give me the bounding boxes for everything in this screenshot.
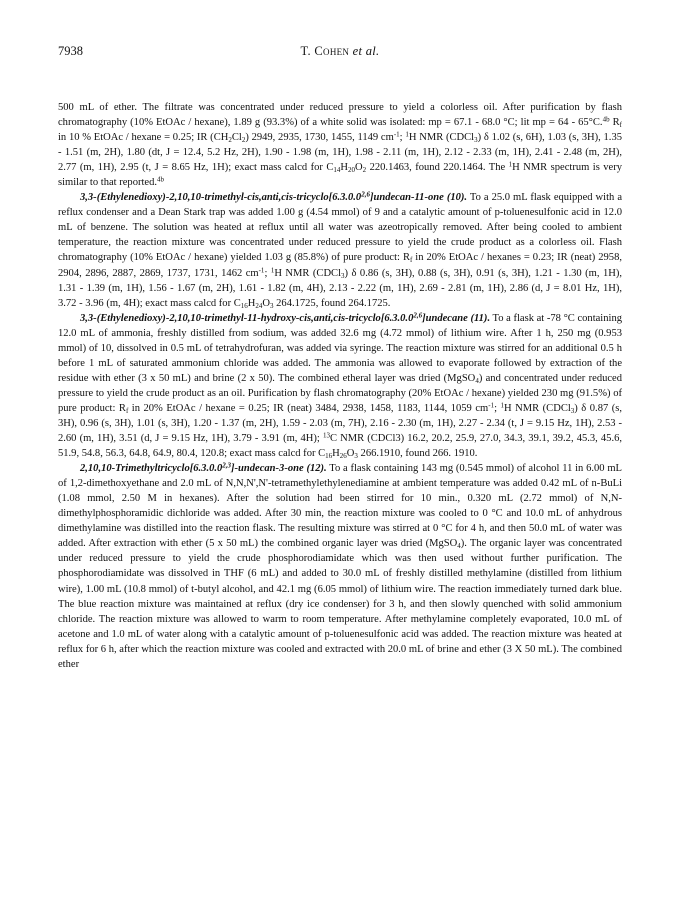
text-run: 264.1725, found 264.1725. (273, 297, 391, 309)
subscript: 4 (457, 542, 461, 551)
compound-name-part: 2,10,10-Trimethyltricyclo[6.3.0.0 (80, 463, 223, 475)
superscript: 2,6 (361, 190, 370, 199)
compound-name (80, 313, 490, 324)
subscript: 3 (474, 136, 478, 145)
page-header (58, 44, 622, 64)
text-run: H (247, 297, 256, 309)
subscript: 2 (362, 166, 367, 175)
running-head (58, 44, 622, 59)
subscript: 24 (255, 301, 263, 310)
subscript: 3 (570, 406, 575, 415)
text-run: H (340, 162, 349, 174)
subscript: 4 (475, 376, 479, 385)
compound-name-part: ]undecan-11-one (369, 192, 444, 204)
subscript: 3 (341, 271, 345, 280)
text-run: in 20% EtOAc / hexanes = 0.23; IR (neat) 2958, 2904, 2896, 2887, 2869, 1737, 1731, 1462 cm (58, 252, 622, 279)
subscript: 3 (270, 301, 274, 310)
text-run: C NMR (CDCl3) 16.2, 20.2, 25.9, 27.0, 34.3, 39.1, 39.2, 45.3, 45.6, 51.9, 54.8, 56.3, 64.8, 64.9, 80.4, 120.8; exact mass calcd for C (58, 433, 622, 460)
text-run: H (332, 448, 340, 460)
subscript: f (409, 256, 413, 265)
paragraph-continued (58, 100, 622, 190)
compound-number: (11). (470, 312, 491, 324)
text-run: ) δ 0.86 (s, 3H), 0.88 (s, 3H), 0.91 (s, 3H), 1.21 - 1.30 (m, 1H), 1.31 - 1.39 (m, 1H), 1.56 - 1.67 (m, 2H), 1.61 - 1.82 (m, 4H), 2.13 - 2.22 (m, 1H), 2.69 - 2.81 (m, 1H), 2.86 (d, J = 8.01 Hz, 1H), 3.72 - 3.96 (m, 4H); exact mass calcd for C (58, 267, 622, 309)
compound-name-part: 3,3-(Ethylenedioxy)-2,10,10-trimethyl-cis,anti,cis-tricyclo[6.3.0.0 (80, 192, 362, 204)
text-run: ; (494, 402, 501, 414)
subscript: 2 (241, 136, 246, 145)
reference-superscript: 4b (157, 175, 164, 184)
text-run: O (346, 448, 355, 460)
text-run: ) δ 0.87 (s, 3H), 0.96 (s, 3H), 1.01 (s, 3H), 1.20 - 1.37 (m, 2H), 1.59 - 2.03 (m, 7H), 2.16 - 2.30 (m, 1H), 2.27 - 2.34 (t, J = 9.15 Hz, 1H), 2.53 - 2.60 (m, 1H), 3.51 (d, J = 9.15 Hz, 1H), 3.79 - 3.91 (m, 4H); (58, 402, 622, 445)
text-run: 220.1463, found 220.1464. The (366, 162, 509, 174)
superscript: 1 (270, 266, 275, 275)
subscript: 16 (325, 452, 333, 461)
compound-name (80, 463, 327, 474)
superscript: 2,6 (413, 311, 423, 320)
superscript: -1 (393, 130, 400, 139)
subscript: 20 (348, 166, 356, 175)
text-run: H NMR spectrum is very similar to that reported. (58, 162, 622, 189)
text-run: ) δ 1.02 (s, 6H), 1.03 (s, 3H), 1.35 - 1.51 (m, 2H), 1.80 (dt, J = 12.4, 5.2 Hz, 2H), 1.90 - 1.98 (m, 1H), 1.98 - 2.11 (m, 1H), 2.12 - 2.33 (m, 1H), 2.41 - 2.48 (m, 2H), 2.77 (m, 1H), 2.95 (t, J = 8.65 Hz, 1H); exact mass calcd for C (58, 132, 622, 174)
subscript: 3 (354, 452, 358, 461)
text-run: in 10 % EtOAc / hexane = 0.25; IR (CH (58, 132, 229, 144)
compound-name-part: 3,3-(Ethylenedioxy)-2,10,10-trimethyl-11-hydroxy-cis,anti,cis-tricyclo[6.3.0.0 (80, 312, 414, 324)
text-run: ) 2949, 2935, 1730, 1455, 1149 cm (245, 132, 394, 144)
compound-name (80, 192, 467, 203)
superscript: 13 (322, 431, 330, 440)
subscript: 26 (339, 452, 347, 461)
text-run: O (262, 297, 271, 309)
text-run: To a flask containing 143 mg (0.545 mmol) of alcohol 11 in 6.00 mL of 1,2-dimethoxyethane and 2.0 mL of N,N,N',N'-tetramethylethylenediamine at ambient temperature was added 0.42 mL of n-BuLi (1.08 mmol, 2.50 M in hexanes). After the solution had been stirred for 10 min., 0.320 mL (2.72 mmol) of N,N-dimethylphosphoramidic dichloride was added. After 30 min, the reaction mixture was cooled to 0 °C and 10.0 mL of anhydrous dimethylamine was distilled into the reaction flask. The resulting mixture was stirred at 0 °C for 4 h, and then 50.0 mL of water was added. After extraction with ether (5 x 50 mL) the combined organic layer was dried (MgSO (58, 463, 622, 550)
text-run: Cl (231, 132, 242, 144)
text-run: H NMR (CDCl (504, 402, 571, 414)
text-run: O (355, 162, 363, 174)
paragraph-compound-12 (58, 461, 622, 672)
compound-name-part: ]undecane (422, 312, 468, 324)
superscript: 1 (508, 160, 513, 169)
text-run: 500 mL of ether. The filtrate was concentrated under reduced pressure to yield a colorless oil. After purification by flash chromatography (10% EtOAc / hexane), 1.89 g (93.3%) of a white solid was isolated: mp = 67.1 - 68.0 °C; lit mp = 64 - 65°C. (58, 102, 622, 129)
compound-number: (12). (306, 463, 327, 475)
subscript: f (125, 406, 129, 415)
text-run: in 20% EtOAc / hexane = 0.25; IR (neat) 3484, 2938, 1458, 1183, 1144, 1059 cm (128, 402, 489, 414)
subscript: 14 (333, 166, 341, 175)
text-run: ; (399, 132, 406, 144)
superscript: 2,3 (222, 461, 232, 470)
compound-number: (10). (446, 192, 468, 204)
subscript: f (619, 121, 623, 130)
text-run: R (609, 117, 620, 129)
text-run: ; (264, 267, 271, 279)
text-run: ) and concentrated under reduced pressure to yield the crude product as an oil. Purification by flash chromatography (20% EtOAc / hexane) yielded 230 mg (91.5%) of pure product: R (58, 372, 622, 414)
text-run: H NMR (CDCl (408, 132, 475, 144)
superscript: -1 (258, 266, 265, 275)
reference-superscript: 4b (602, 115, 610, 124)
text-run: ). The organic layer was concentrated under reduced pressure to yield the crude phosphorodiamidate which was then used without further purification. The phosphorodiamidate was dissolved in THF (6 mL) and added to 30.0 mL of freshly distilled methylamine (distilled from lithium wire), 1.00 mL (10.8 mmol) of t-butyl alcohol, and 42.1 mg (6.05 mmol) of lithium wire. The reaction immediately turned dark blue. The blue reaction mixture was maintained at reflux (dry ice condenser) for 3 h, and then slowly quenched with solid ammonium chloride. The reaction mixture was allowed to warm to room temperature. After methylamine completely evaporated, 10.0 mL of acetone and 1.0 mL of water along with a catalytic amount of p-toluenesulfonic acid was added. The reaction mixture was heated at reflux for 6 h, after which the reaction mixture was cooled and extracted with 20.0 mL of brine and ether (3 X 50 mL). The combined ether (58, 538, 622, 670)
text-run: To a 25.0 mL flask equipped with a reflux condenser and a Dean Stark trap was added 1.00 g (4.54 mmol) of 9 and a catalytic amount of p-toluenesulfonic acid in 12.0 mL of benzene. The solution was heated at reflux until all water was azeotropically removed. After being cooled to ambient temperature, the reaction mixture was concentrated under reduced pressure to yield the crude product as a colorless oil. Flash chromatography (10% EtOAc / hexane) yielded 1.03 g (85.8%) of pure product: R (58, 192, 622, 264)
article-body (58, 100, 622, 672)
compound-name-part: ]-undecan-3-one (231, 463, 304, 475)
subscript: 16 (240, 301, 248, 310)
superscript: -1 (488, 401, 495, 410)
running-head-author: T. Cohen (300, 44, 350, 58)
text-run: 266.1910, found 266. 1910. (357, 448, 478, 460)
subscript: 2 (228, 136, 232, 145)
text-run: To a flask at -78 °C containing 12.0 mL of ammonia, freshly distilled from sodium, was added 32.6 mg (4.72 mmol) of lithium wire. After 1 h, 250 mg (0.953 mmol) of 10, dissolved in 0.5 mL of tetrahydrofuran, was added via syringe. The reaction mixture was stirred for an additional 0.5 h before 1 mL of saturated ammonium chloride was added. The ammonia was allowed to evaporate followed by extraction of the residue with ether (3 x 50 mL) and brine (2 x 50). The combined etheral layer was dried (MgSO (58, 312, 622, 384)
superscript: 1 (405, 130, 409, 139)
paragraph-compound-11 (58, 311, 622, 461)
superscript: 1 (500, 401, 505, 410)
running-head-etal: et al. (352, 44, 380, 58)
text-run: H NMR (CDCl (274, 267, 342, 279)
page-number: 7938 (58, 44, 83, 58)
paragraph-compound-10 (58, 190, 622, 310)
